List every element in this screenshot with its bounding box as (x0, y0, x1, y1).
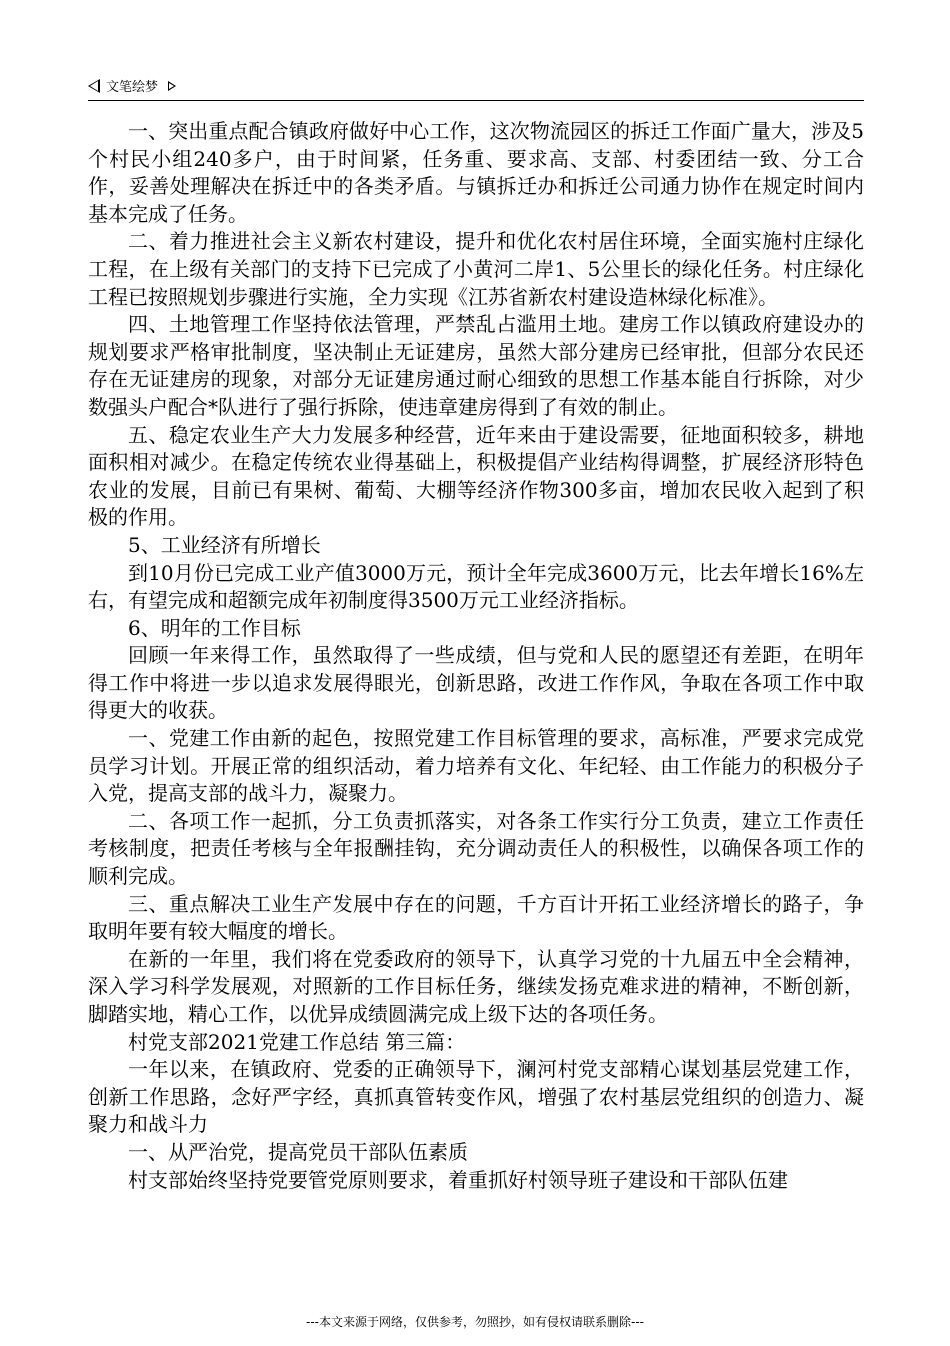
paragraph: 在新的一年里，我们将在党委政府的领导下，认真学习党的十九届五中全会精神，深入学习科学发展观，对照新的工作目标任务，继续发扬克难求进的精神，不断创新，脚踏实地，精心工作，以优异成绩圆满完成上级下达的各项任务。 (88, 946, 864, 1026)
section-heading: 一、从严治党，提高党员干部队伍素质 (128, 1139, 468, 1164)
section-heading: 5、工业经济有所增长 (128, 532, 321, 557)
section-heading: 6、明年的工作目标 (128, 615, 301, 640)
paragraph: 一、突出重点配合镇政府做好中心工作，这次物流园区的拆迁工作面广量大，涉及5个村民小组240多户，由于时间紧，任务重、要求高、支部、村委团结一致、分工合作，妥善处理解决在拆迁中的各类矛盾。与镇拆迁办和拆迁公司通力协作在规定时间内基本完成了任务。 (88, 119, 864, 226)
paragraph: 四、土地管理工作坚持依法管理，严禁乱占滥用土地。建房工作以镇政府建设办的规划要求严格审批制度，坚决制止无证建房，虽然大部分建房已经审批，但部分农民还存在无证建房的现象，对部分无证建房通过耐心细致的思想工作基本能自行拆除，对少数强头户配合*队进行了强行拆除，使违章建房得到了有效的制止。 (88, 312, 864, 419)
paragraph: 村支部始终坚持党要管党原则要求，着重抓好村领导班子建设和干部队伍建 (128, 1167, 788, 1192)
triangle-left-icon (88, 79, 100, 93)
brand-name: 文笔绘梦 (106, 80, 159, 95)
triangle-right-icon (168, 81, 176, 91)
footer-notice: ---本文来源于网络，仅供参考，勿照抄，如有侵权请联系删除--- (306, 1315, 644, 1329)
paragraph: 二、各项工作一起抓，分工负责抓落实，对各条工作实行分工负责，建立工作责任考核制度，把责任考核与全年报酬挂钩，充分调动责任人的积极性，以确保各项工作的顺利完成。 (88, 808, 864, 889)
section-heading: 村党支部2021党建工作总结 第三篇： (128, 1029, 466, 1054)
paragraph: 二、着力推进社会主义新农村建设，提升和优化农村居住环境，全面实施村庄绿化工程，在上级有关部门的支持下已完成了小黄河二岸1、5公里长的绿化任务。村庄绿化工程已按照规划步骤进行实施，全力实现《江苏省新农村建设造林绿化标准》。 (88, 229, 864, 309)
paragraph: 到10月份已完成工业产值3000万元，预计全年完成3600万元，比去年增长16%左右，有望完成和超额完成年初制度得3500万元工业经济指标。 (88, 560, 864, 613)
paragraph: 三、重点解决工业生产发展中存在的问题，千方百计开拓工业经济增长的路子，争取明年要有较大幅度的增长。 (88, 891, 864, 944)
document-body (88, 118, 864, 1194)
brand (88, 76, 176, 95)
paragraph: 一、党建工作由新的起色，按照党建工作目标管理的要求，高标准，严要求完成党员学习计划。开展正常的组织活动，着力培养有文化、年纪轻、由工作能力的积极分子入党，提高支部的战斗力，凝聚力。 (88, 726, 864, 806)
paragraph: 一年以来，在镇政府、党委的正确领导下，澜河村党支部精心谋划基层党建工作，创新工作思路，念好严字经，真抓真管转变作风，增强了农村基层党组织的创造力、凝聚力和战斗力 (88, 1057, 864, 1137)
paragraph: 五、稳定农业生产大力发展多种经营，近年来由于建设需要，征地面积较多，耕地面积相对减少。在稳定传统农业得基础上，积极提倡产业结构得调整，扩展经济形特色农业的发展，目前已有果树、葡萄、大棚等经济作物300多亩，增加农民收入起到了积极的作用。 (88, 422, 864, 530)
paragraph: 回顾一年来得工作，虽然取得了一些成绩，但与党和人民的愿望还有差距，在明年得工作中将进一步以追求发展得眼光，创新思路，改进工作作风，争取在各项工作中取得更大的收获。 (88, 643, 864, 723)
page-header (88, 74, 864, 101)
